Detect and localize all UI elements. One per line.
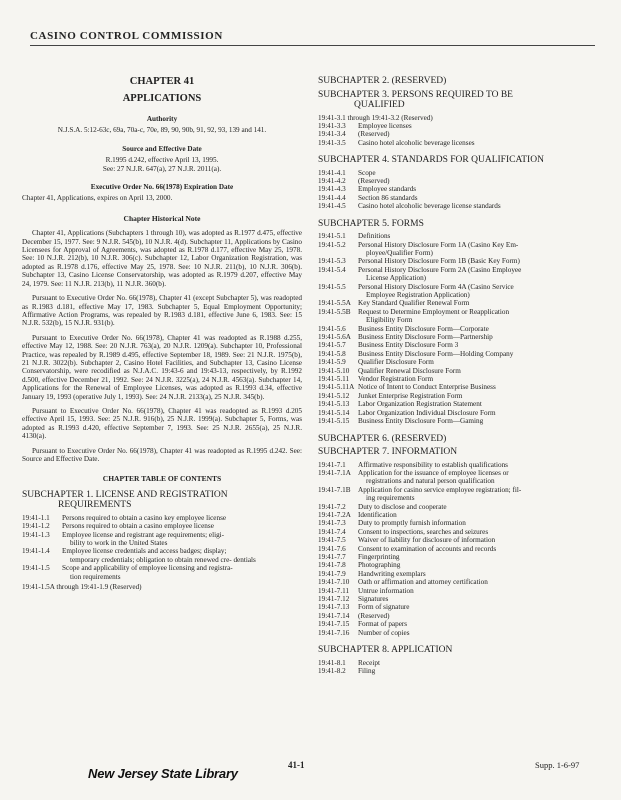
eo-text: Chapter 41, Applications, expires on April 13, 2000. [22,194,173,203]
page-number: 41-1 [288,760,305,770]
section-entry [358,659,596,667]
subchapter-3-list [318,114,596,148]
subchapter-1-title-b: REQUIREMENTS [58,500,132,511]
section-title: Business Entity Disclosure Form—Gaming [358,417,484,426]
section-title: Form of signature [358,603,410,612]
toc-row [318,553,596,561]
section-title-cont: Employee Registration Application) [366,291,470,299]
section-number: 19:41-5.2 [318,240,346,249]
section-title-cont: License Application) [366,274,427,283]
toc-row [318,667,596,675]
subchapter-4-title: SUBCHAPTER 4. STANDARDS FOR QUALIFICATION [318,155,544,166]
section-number: 19:41-5.11 [318,375,350,384]
toc-row [318,536,596,544]
section-title: Definitions [358,232,391,241]
toc-row [22,514,302,522]
toc-row [318,177,596,185]
section-number: 19:41-1.4 [22,547,50,556]
section-entry [358,392,596,400]
section-title: Business Entity Disclosure Form—Holding Company [358,349,514,358]
section-title: Scope and applicability of employee licensing and registra- [62,564,233,573]
toc-row [318,409,596,417]
section-entry [358,202,596,210]
toc-row [318,130,596,138]
section-title: Duty to disclose and cooperate [358,502,447,511]
toc-row [318,350,596,358]
section-title: Persons required to obtain a casino key employee license [62,513,227,522]
section-number: 19:41-3.3 [318,121,346,130]
toc-row [318,570,596,578]
subchapter-7-list [318,461,596,638]
section-title: Scope [358,168,376,177]
section-number: 19:41-3.1 through 19:41-3.2 [318,113,400,122]
section-entry [358,185,596,193]
section-entry [358,383,596,391]
chapter-title: APPLICATIONS [122,93,202,104]
toc-row [318,383,596,391]
section-number: 19:41-5.14 [318,408,350,417]
section-title-cont: bility to work in the United States [70,539,168,548]
source-heading: Source and Effective Date [122,144,202,153]
history-paragraph: Pursuant to Executive Order No. 66(1978), Chapter 41 was readopted as R.1988 d.255, effective May 12, 1988. See: 20 N.J.R. 763(a), 20 N.J.R. 1209(a). Subchapter 10, Professional Practice, was repealed by R.1989 d.495, effective September 18, 1989. See: 21 N.J.R. 1975(b), 21 N.J.R. 3022(b). Subchapter 2, Casino Hotel Facilities, and Subchapter 13, Casino License Conservatorship, were recodified as N.J.A.C. 19:43-6 and 19:43-13, respectively, by R.1992 d.500, effective December 21, 1992. See: 24 N.J.R. 3225(a), 24 N.J.R. 4563(a). Subchapter 14, Applications for the Renewal of Employee Licenses, was adopted as R.1993 d.34, effective January 19, 1993 (operative July 1, 1993). See: 24 N.J.R. 2133(a), 25 N.J.R. 345(b). [22,333,302,401]
section-number: 19:41-7.5 [318,536,346,545]
section-title: Persons required to obtain a casino employee license [62,522,214,531]
toc-row [318,400,596,408]
section-number: 19:41-4.4 [318,193,346,202]
section-title: Handwriting exemplars [358,569,426,578]
history-paragraph: Pursuant to Executive Order No. 66(1978), Chapter 41 was readopted as R.1993 d.205 effective April 15, 1993. See: 25 N.J.R. 916(b), 25 N.J.R. 1999(a). Subchapter 5, Forms, was adopted as R.1993 d.420, effective September 7, 1993. See: 25 N.J.R. 2655(a), 25 N.J.R. 4130(a). [22,406,302,441]
section-title: Qualifier Disclosure Form [358,358,434,367]
eo-heading: Executive Order No. 66(1978) Expiration Date [90,183,234,192]
section-number: 19:41-5.12 [318,391,350,400]
section-title: (Reserved) [358,611,390,620]
section-entry [358,587,596,595]
section-title: Receipt [358,658,380,667]
section-number: 19:41-5.5 [318,282,346,291]
section-entry [358,461,596,469]
section-title: Personal History Disclosure Form 1A (Casino Key Em- [358,240,519,249]
toc-row [318,185,596,193]
subchapter-7-title: SUBCHAPTER 7. INFORMATION [318,447,458,457]
section-entry [358,341,596,349]
history-paragraph: Chapter 41, Applications (Subchapters 1 through 10), was adopted as R.1977 d.475, effective December 15, 1977. See: 9 N.J.R. 545(b), 10 N.J.R. 4(d). Subchapter 11, Applications by Casino Licensees for Approval of Agreements, was adopted as R.1978 d.177, effective May 25, 1978. See: 10 N.J.R. 212(b), 10 N.J.R. 306(c). Subchapter 12, Labor Organization Registration, was adopted as R.1978 d.176, effective May 25, 1978. See: 10 N.J.R. 211(b), 10 N.J.R. 306(b). Subchapter 13, Casino License Conservatorship, was adopted as R.1979 d.207, effective May 24, 1979. See: 11 N.J.R. 213(b), 11 N.J.R. 360(b). [22,229,302,288]
authority-text: N.J.S.A. 5:12-63c, 69a, 70a-c, 70e, 89, 90, 90b, 91, 92, 93, 139 and 141. [57,126,267,135]
history-paragraph: Pursuant to Executive Order No. 66(1978), Chapter 41 was readopted as R.1995 d.242. See: Source and Effective Date. [22,446,302,463]
section-title: Untrue information [358,586,414,595]
section-entry [358,308,596,325]
toc-row [318,232,596,240]
section-number: 19:41-5.10 [318,366,350,375]
section-title: Key Standard Qualifier Renewal Form [358,299,470,308]
section-number: 19:41-7.1A [318,468,351,477]
section-entry [358,553,596,561]
toc-row [318,603,596,611]
right-column [318,76,596,675]
section-entry [358,629,596,637]
section-number: 19:41-5.5B [318,307,351,316]
library-stamp-logo: New Jersey State Library [88,766,238,781]
toc-row [318,283,596,300]
supplement-date: Supp. 1-6-97 [535,760,580,770]
section-number: 19:41-4.1 [318,168,346,177]
section-title: Vendor Registration Form [358,375,434,384]
section-title: (Reserved) [358,177,390,186]
section-number: 19:41-7.1 [318,460,346,469]
section-number: 19:41-3.5 [318,138,346,147]
section-title-cont: ployee/Qualifier Form) [366,248,433,257]
section-entry [358,519,596,527]
section-entry [358,409,596,417]
toc-row [318,194,596,202]
section-entry [358,358,596,366]
toc-row [318,519,596,527]
toc-row [318,122,596,130]
toc-row [318,587,596,595]
section-number: 19:41-4.5 [318,202,346,211]
section-number: 19:41-7.14 [318,611,350,620]
authority-heading: Authority [146,115,178,123]
section-number: 19:41-7.13 [318,603,350,612]
section-title: Labor Organization Individual Disclosure Form [358,408,496,417]
toc-heading: CHAPTER TABLE OF CONTENTS [102,474,222,484]
section-title: Employee license and registrant age requirements; eligi- [62,530,225,539]
section-title: Business Entity Disclosure Form 3 [358,341,459,350]
section-title: Format of papers [358,620,408,629]
section-title: Photographing [358,561,401,570]
subchapter-3-title-a: SUBCHAPTER 3. PERSONS REQUIRED TO BE [318,89,513,100]
section-number: 19:41-5.6 [318,324,346,333]
section-title: Signatures [358,595,389,603]
subchapter-5-list [318,232,596,425]
section-number: 19:41-5.9 [318,358,346,367]
running-header: CASINO CONTROL COMMISSION [30,30,595,46]
section-title: Consent to examination of accounts and records [358,544,497,553]
toc-row [318,325,596,333]
section-number: 19:41-7.16 [318,628,350,637]
toc-row [318,358,596,366]
section-number: 19:41-4.3 [318,185,346,194]
history-paragraph: Pursuant to Executive Order No. 66(1978), Chapter 41 (except Subchapter 5), was readopted as R.1983 d.181, effective May 17, 1983. Subchapter 5, Equal Employment Opportunity; Affirmative Action Programs, was repealed by R.1983 d.181, effective June 6, 1983. See: 15 N.J.R. 532(b), 15 N.J.R. 931(b). [22,294,302,328]
toc-row [318,114,596,122]
toc-row-range: 19:41-1.5A through 19:41-1.9 (Reserved) [22,583,142,592]
section-title: Section 86 standards [358,193,418,202]
section-title: Junket Enterprise Registration Form [358,391,463,400]
section-entry [358,578,596,586]
section-number: 19:41-5.4 [318,265,346,274]
section-number: 19:41-4.2 [318,177,346,186]
section-entry [358,667,596,675]
section-title: Oath or affirmation and attorney certification [358,578,488,587]
section-entry [358,350,596,358]
section-entry [358,177,596,185]
section-title: Application for the issuance of employee licenses or [358,468,509,477]
section-number: 19:41-7.2 [318,502,346,511]
section-number: 19:41-7.8 [318,561,346,570]
section-entry [358,325,596,333]
section-entry [358,486,596,503]
section-title: Personal History Disclosure Form 1B (Basic Key Form) [358,257,520,266]
toc-row [318,417,596,425]
subchapter-5-title: SUBCHAPTER 5. FORMS [318,218,424,229]
source-text-2: See: 27 N.J.R. 647(a), 27 N.J.R. 2011(a). [102,164,222,173]
toc-row [318,169,596,177]
section-title: Fingerprinting [358,552,400,561]
section-title-cont: ing requirements [366,494,415,503]
toc-row [318,241,596,258]
left-column [22,76,302,591]
section-entry [358,570,596,578]
toc-row [318,367,596,375]
toc-row [318,612,596,620]
section-title: Waiver of liability for disclosure of information [358,536,496,545]
toc-row [318,266,596,283]
toc-row [318,629,596,637]
section-title: Application for casino service employee registration; fil- [358,485,522,494]
section-number: 19:41-8.1 [318,658,346,667]
subchapter-2-title: SUBCHAPTER 2. (RESERVED) [318,76,447,86]
subchapter-4-list [318,169,596,211]
section-entry [358,232,596,240]
section-title: Affirmative responsibility to establish qualifications [358,460,508,469]
section-number: 19:41-7.2A [318,510,351,519]
toc-row [318,257,596,265]
section-title: Request to Determine Employment or Reapplication [358,307,510,316]
section-entry [358,603,596,611]
section-entry [358,503,596,511]
section-entry [358,561,596,569]
section-title: Number of copies [358,628,410,637]
section-entry [358,283,596,300]
subchapter-3-title-b: QUALIFIED [354,100,405,110]
section-number: 19:41-7.9 [318,569,346,578]
section-title: Duty to promptly furnish information [358,519,466,528]
section-title: Consent to inspections, searches and seizures [358,527,489,536]
section-title: Employee license credentials and access badges; display; [62,547,227,556]
section-entry [358,241,596,258]
toc-row [318,469,596,486]
toc-row [318,333,596,341]
toc-row [318,486,596,503]
section-entry [358,545,596,553]
toc-row [318,528,596,536]
toc-row [318,139,596,147]
section-entry [358,375,596,383]
section-title: Business Entity Disclosure Form—Partnership [358,333,493,342]
section-entry [358,612,596,620]
toc-row [318,545,596,553]
section-title: Personal History Disclosure Form 2A (Casino Employee [358,265,522,274]
section-number: 19:41-7.11 [318,586,350,595]
section-title-cont: Eligibility Form [366,316,413,325]
toc-row [318,308,596,325]
section-number: 19:41-7.6 [318,544,346,553]
section-title: Qualifier Renewal Disclosure Form [358,366,461,375]
section-entry [358,528,596,536]
toc-row [318,595,596,603]
section-number: 19:41-7.4 [318,527,346,536]
toc-row [22,547,302,564]
section-number: 19:41-1.5 [22,564,50,573]
section-entry [358,169,596,177]
section-number: 19:41-7.12 [318,595,350,603]
subchapter-6-title: SUBCHAPTER 6. (RESERVED) [318,433,447,444]
toc-row [318,461,596,469]
section-number: 19:41-8.2 [318,666,346,675]
section-entry [358,620,596,628]
toc-row [318,341,596,349]
section-entry [358,469,596,486]
section-number: 19:41-5.6A [318,333,351,342]
toc-row [318,578,596,586]
section-entry [358,595,596,603]
section-number: 19:41-7.3 [318,519,346,528]
section-title: Labor Organization Registration Statement [358,400,482,409]
subchapter-3-title [318,90,596,111]
section-title: (Reserved) [401,113,433,122]
toc-row [22,564,302,581]
section-title: Casino hotel alcoholic beverage licenses [358,138,475,147]
section-title-cont: registrations and natural person qualification [366,477,495,486]
subchapter-8-title: SUBCHAPTER 8. APPLICATION [318,645,453,656]
section-entry [358,367,596,375]
toc-row [22,522,302,530]
section-title-cont: temporary credentials; obligation to obtain renewed cre- dentials [70,555,256,564]
toc-row [22,531,302,548]
section-number: 19:41-1.3 [22,530,50,539]
history-heading: Chapter Historical Note [123,213,201,223]
toc-row [318,375,596,383]
section-entry [358,333,596,341]
toc-row [318,561,596,569]
section-number: 19:41-3.4 [318,130,346,139]
section-title: Personal History Disclosure Form 4A (Casino Service [358,282,514,291]
section-title: Casino hotel alcoholic beverage license standards [358,202,501,211]
toc-row [318,392,596,400]
section-number: 19:41-5.13 [318,400,350,409]
section-entry [358,536,596,544]
section-number: 19:41-5.1 [318,232,346,241]
toc-row [318,511,596,519]
section-title-cont: tion requirements [70,572,121,581]
section-number: 19:41-5.3 [318,257,346,266]
section-number: 19:41-5.7 [318,341,346,350]
toc-row [318,659,596,667]
subchapter-1-title-a: SUBCHAPTER 1. LICENSE AND REGISTRATION [22,489,228,500]
toc-row [318,503,596,511]
section-number: 19:41-5.8 [318,349,346,358]
section-entry [358,299,596,307]
section-entry [358,400,596,408]
section-number: 19:41-7.1B [318,485,351,494]
subchapter-1-title [22,490,302,511]
toc-row [318,202,596,210]
section-title: Notice of Intent to Conduct Enterprise Business [358,383,496,392]
toc-row [318,299,596,307]
section-title: Business Entity Disclosure Form—Corporate [358,324,489,333]
section-title: Filing [358,666,376,675]
section-title: Employee licenses [358,121,412,130]
section-number: 19:41-1.2 [22,522,50,531]
section-title: Employee standards [358,185,417,194]
section-entry [358,266,596,283]
section-entry [358,511,596,519]
section-title: Identification [358,510,397,519]
subchapter-1-list [22,514,302,592]
section-entry [358,257,596,265]
subchapter-8-list [318,659,596,676]
section-title: (Reserved) [358,130,390,139]
section-entry [358,194,596,202]
toc-row [318,620,596,628]
section-number: 19:41-1.1 [22,513,50,522]
section-number: 19:41-7.15 [318,620,350,629]
section-number: 19:41-7.10 [318,578,350,587]
section-number: 19:41-5.11A [318,383,355,392]
section-number: 19:41-5.5A [318,299,351,308]
section-number: 19:41-7.7 [318,552,346,561]
section-number: 19:41-5.15 [318,417,350,426]
chapter-number: CHAPTER 41 [129,76,195,87]
source-text-1: R.1995 d.242, effective April 13, 1995. [105,156,219,165]
section-entry [358,417,596,425]
